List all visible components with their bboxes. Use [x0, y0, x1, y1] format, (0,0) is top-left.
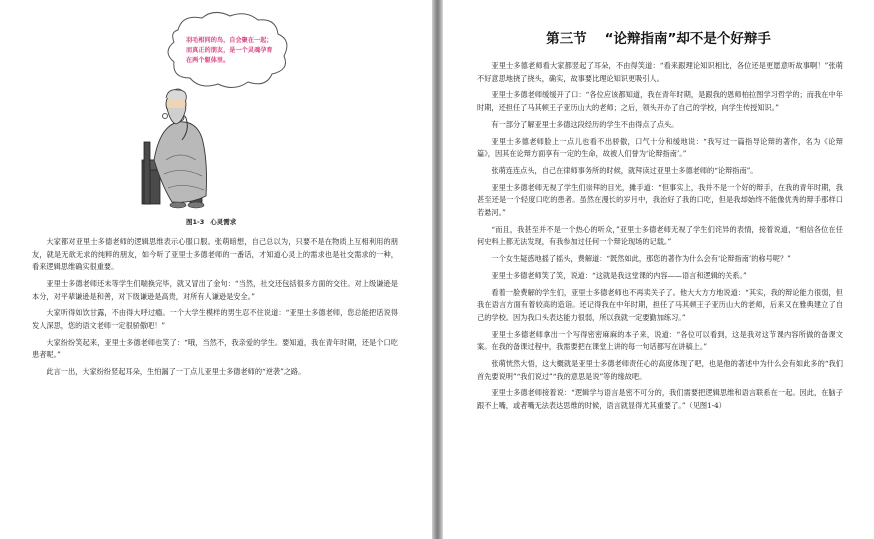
paragraph: 大家都对亚里士多德老师的逻辑思维表示心服口服。张萌暗想，自己总以为，只要不是在物质上互相利用的朋友，就是无欲无求的纯粹的朋友，如今听了亚里士多德老师的一番话，才知道心灵上的需求也是社交需求的一种，看来逻辑思维确实很重要。 [32, 237, 398, 272]
figure-number: 图1-3 [186, 218, 205, 226]
paragraph: 此言一出，大家纷纷竖起耳朵，生怕漏了一丁点儿亚里士多德老师的“逆袭”之路。 [46, 367, 306, 377]
book-gutter [432, 0, 443, 539]
section-number: 第三节 [546, 31, 587, 47]
paragraph: 亚里士多德老师看大家都竖起了耳朵，不由得笑道：“看来跟理论知识相比，各位还是更愿意听故事啊！”张萌不好意思地挠了挠头，确实，故事要比理论知识更吸引人。 [477, 61, 843, 83]
paragraph: 亚里士多德老师还未等学生们喘换完毕，就又冒出了金句：“当然，社交还包括很多方面的交往。对上级谦逊是本分，对平辈谦逊是和善，对下级谦逊是高贵，对所有人谦逊是安全。” [32, 278, 398, 301]
paragraph: “而且，我甚至并不是一个热心的听众，”亚里士多德老师无视了学生们诧异的表情，接着说道，“相信各位在任何史料上都无法发现，有我参加过任何一个辩论现场的记载。” [477, 224, 843, 247]
section-heading [443, 27, 874, 47]
thought-bubble-text: 羽毛相同的鸟，自会聚在一起；而真正的朋友，是一个灵魂孕育在两个躯体里。 [186, 37, 273, 64]
figure-caption-text: 心灵需求 [210, 218, 237, 226]
paragraph: 亚里士多德老师无视了学生们崇拜的目光，摊手道：“但事实上，我并不是一个好的辩手，在我的青年时期，我甚至还是一个轻度口吃的患者。虽然在漫长的岁月中，我治好了我的口吃，但是我却始终不能像优秀的辩手那样口若悬河。” [477, 182, 843, 217]
paragraph: 大家听得如饮甘露，不由得大呼过瘾。一个大学生模样的男生忍不住说道：“亚里士多德老师，您总能把话说得发人深思，您的语文老师一定很骄傲吧！” [32, 308, 398, 330]
paragraph: 亚里士多德老师脸上一点儿也看不出骄傲，口气十分和缓地说：“我写过一篇指导论辩的著作，名为《论辩篇》，因其在论辩方面享有一定的生命，故被人们誉为‘论辩指南’。” [477, 136, 843, 159]
paragraph: 一个女生疑惑地摇了摇头，费解道：“既然如此，那您的著作为什么会有‘论辩指南’的称号呢？” [491, 254, 791, 264]
figure-aristotle-illustration [120, 10, 320, 220]
left-page [0, 0, 432, 539]
paragraph: 张萌恍然大悟，这大概就是亚里士多德老师责任心的高度体现了吧，也是他的著述中为什么会有如此多的“我们首先要说明”“我们说过”“我的意思是说”等的缘故吧。 [477, 358, 843, 381]
figure-caption [186, 217, 266, 226]
paragraph: 有一部分了解亚里士多德这段经历的学生不由得点了点头。 [491, 119, 679, 129]
left-page-body [32, 236, 398, 383]
paragraph: 亚里士多德老师接着说：“逻辑学与语言是密不可分的，我们需要把逻辑思维和语言联系在一起。因此，在脑子跟不上嘴，或者嘴无法表达思维的时候，语言就显得尤其重要了。”（见图1-4） [477, 388, 843, 410]
paragraph: 大家纷纷笑起来，亚里士多德老师也笑了：“哦，当然不，我亲爱的学生。要知道，我在青年时期，还是个口吃患者呢。” [32, 337, 398, 360]
section-title-text: “论辩指南”却不是个好辩手 [604, 31, 771, 47]
paragraph: 亚里士多德老师笑了笑，说道：“这就是我这堂课的内容——语言和逻辑的关系。” [491, 270, 747, 280]
paragraph: 亚里士多德老师缓缓开了口：“各位应该都知道，我在青年时期，是跟我的恩师柏拉图学习哲学的；而我在中年时期，还担任了马其顿王子亚历山大的老师；之后，领头开办了自己的学校，向学生传授知识。” [477, 90, 843, 112]
paragraph: 亚里士多德老师拿出一个写得密密麻麻的本子来，说道：“各位可以看到，这是我对这节课内容所做的备课文案。在我的备课过程中，我需要把在课堂上讲的每一句话都写在讲稿上。” [477, 329, 843, 352]
right-page [443, 0, 874, 539]
paragraph: 张萌连连点头，自己在律师事务所的时候，就拜读过亚里士多德老师的“论辩指南”。 [491, 165, 758, 175]
paragraph: 看着一脸费解的学生们，亚里士多德老师也不再卖关子了。他大大方方地说道：“其实，我的辩论能力很弱，但我在语言方面有着较高的造诣。还记得我在中年时期，担任了马其顿王子亚历山大的老师，后来又在雅典建立了自己的学校。因为我口头表达能力很弱，所以我就一定要勤加练习。” [477, 287, 843, 322]
right-page-body [477, 60, 843, 417]
